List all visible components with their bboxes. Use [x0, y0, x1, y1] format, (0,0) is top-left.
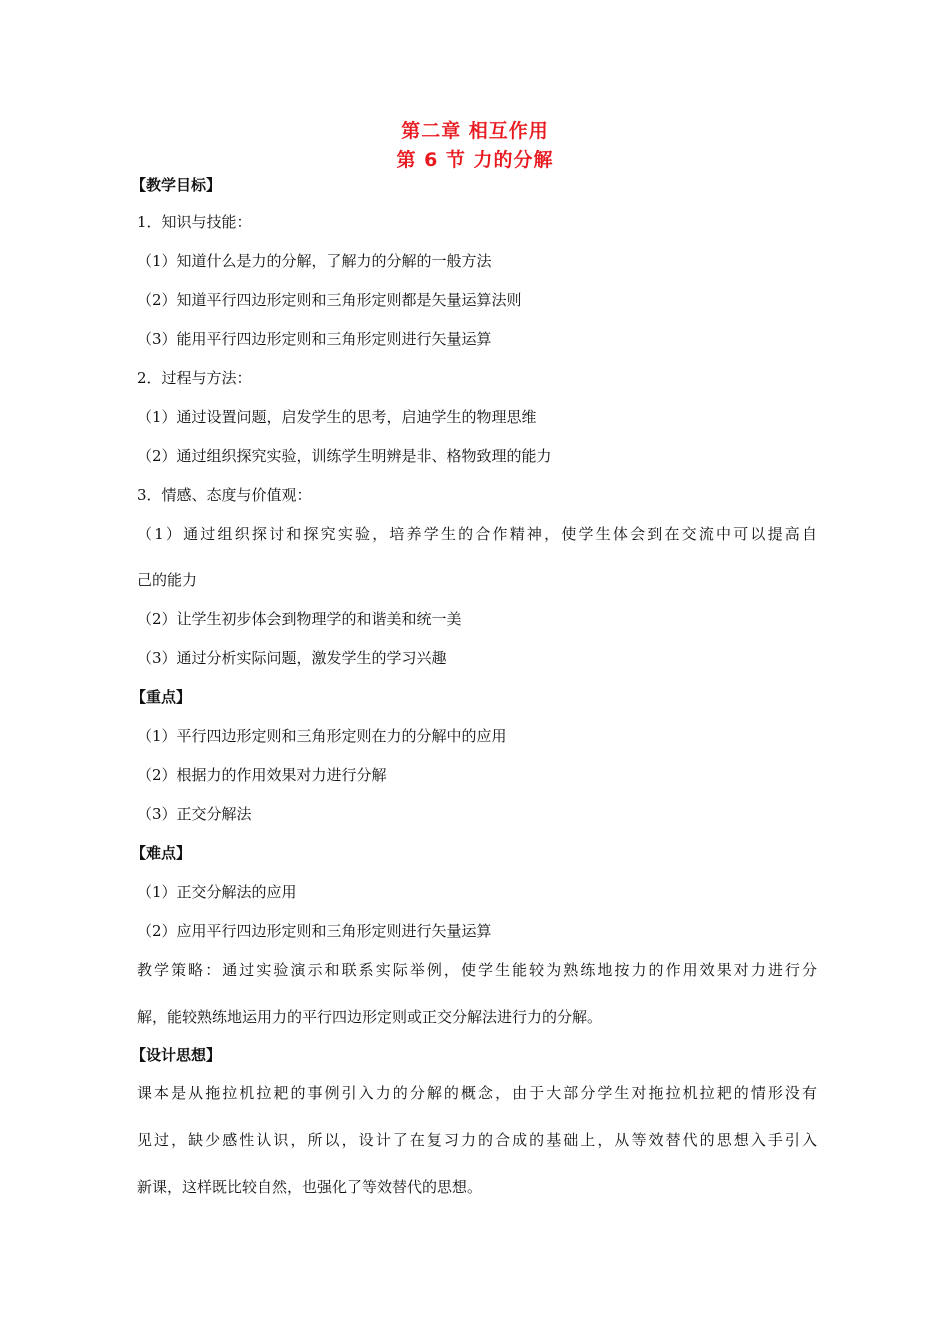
emotion-item-line: （1）通过组织探讨和探究实验，培养学生的合作精神，使学生体会到在交流中可以提高自 [137, 525, 817, 543]
difficulty-item: （1）正交分解法的应用 [137, 883, 297, 901]
emotion-item: （2）让学生初步体会到物理学的和谐美和统一美 [137, 610, 462, 628]
knowledge-item: （3）能用平行四边形定则和三角形定则进行矢量运算 [137, 330, 492, 348]
section-title: 第 6 节 力的分解 [396, 149, 554, 171]
objectives-heading: 【教学目标】 [131, 176, 222, 194]
design-heading: 【设计思想】 [131, 1046, 222, 1064]
key-point-item: （2）根据力的作用效果对力进行分解 [137, 766, 387, 784]
design-line: 新课，这样既比较自然，也强化了等效替代的思想。 [137, 1178, 483, 1196]
process-title: 2．过程与方法： [137, 369, 252, 387]
process-item: （2）通过组织探究实验，训练学生明辨是非、格物致理的能力 [137, 447, 552, 465]
strategy-line: 教学策略：通过实验演示和联系实际举例，使学生能较为熟练地按力的作用效果对力进行分 [137, 961, 817, 979]
emotion-item-line: 己的能力 [137, 571, 198, 589]
emotion-item: （3）通过分析实际问题，激发学生的学习兴趣 [137, 649, 447, 667]
key-point-item: （1）平行四边形定则和三角形定则在力的分解中的应用 [137, 727, 507, 745]
key-points-heading: 【重点】 [131, 688, 192, 706]
key-point-item: （3）正交分解法 [137, 805, 252, 823]
knowledge-item: （2）知道平行四边形定则和三角形定则都是矢量运算法则 [137, 291, 522, 309]
knowledge-item: （1）知道什么是力的分解，了解力的分解的一般方法 [137, 252, 492, 270]
emotion-title: 3．情感、态度与价值观： [137, 486, 312, 504]
difficulties-heading: 【难点】 [131, 844, 192, 862]
strategy-line: 解，能较熟练地运用力的平行四边形定则或正交分解法进行力的分解。 [137, 1008, 603, 1026]
chapter-title: 第二章 相互作用 [401, 120, 549, 142]
design-line: 见过，缺少感性认识，所以，设计了在复习力的合成的基础上，从等效替代的思想入手引入 [137, 1131, 817, 1149]
process-item: （1）通过设置问题，启发学生的思考，启迪学生的物理思维 [137, 408, 537, 426]
design-line: 课本是从拖拉机拉耙的事例引入力的分解的概念，由于大部分学生对拖拉机拉耙的情形没有 [137, 1084, 817, 1102]
difficulty-item: （2）应用平行四边形定则和三角形定则进行矢量运算 [137, 922, 492, 940]
knowledge-title: 1．知识与技能： [137, 213, 252, 231]
